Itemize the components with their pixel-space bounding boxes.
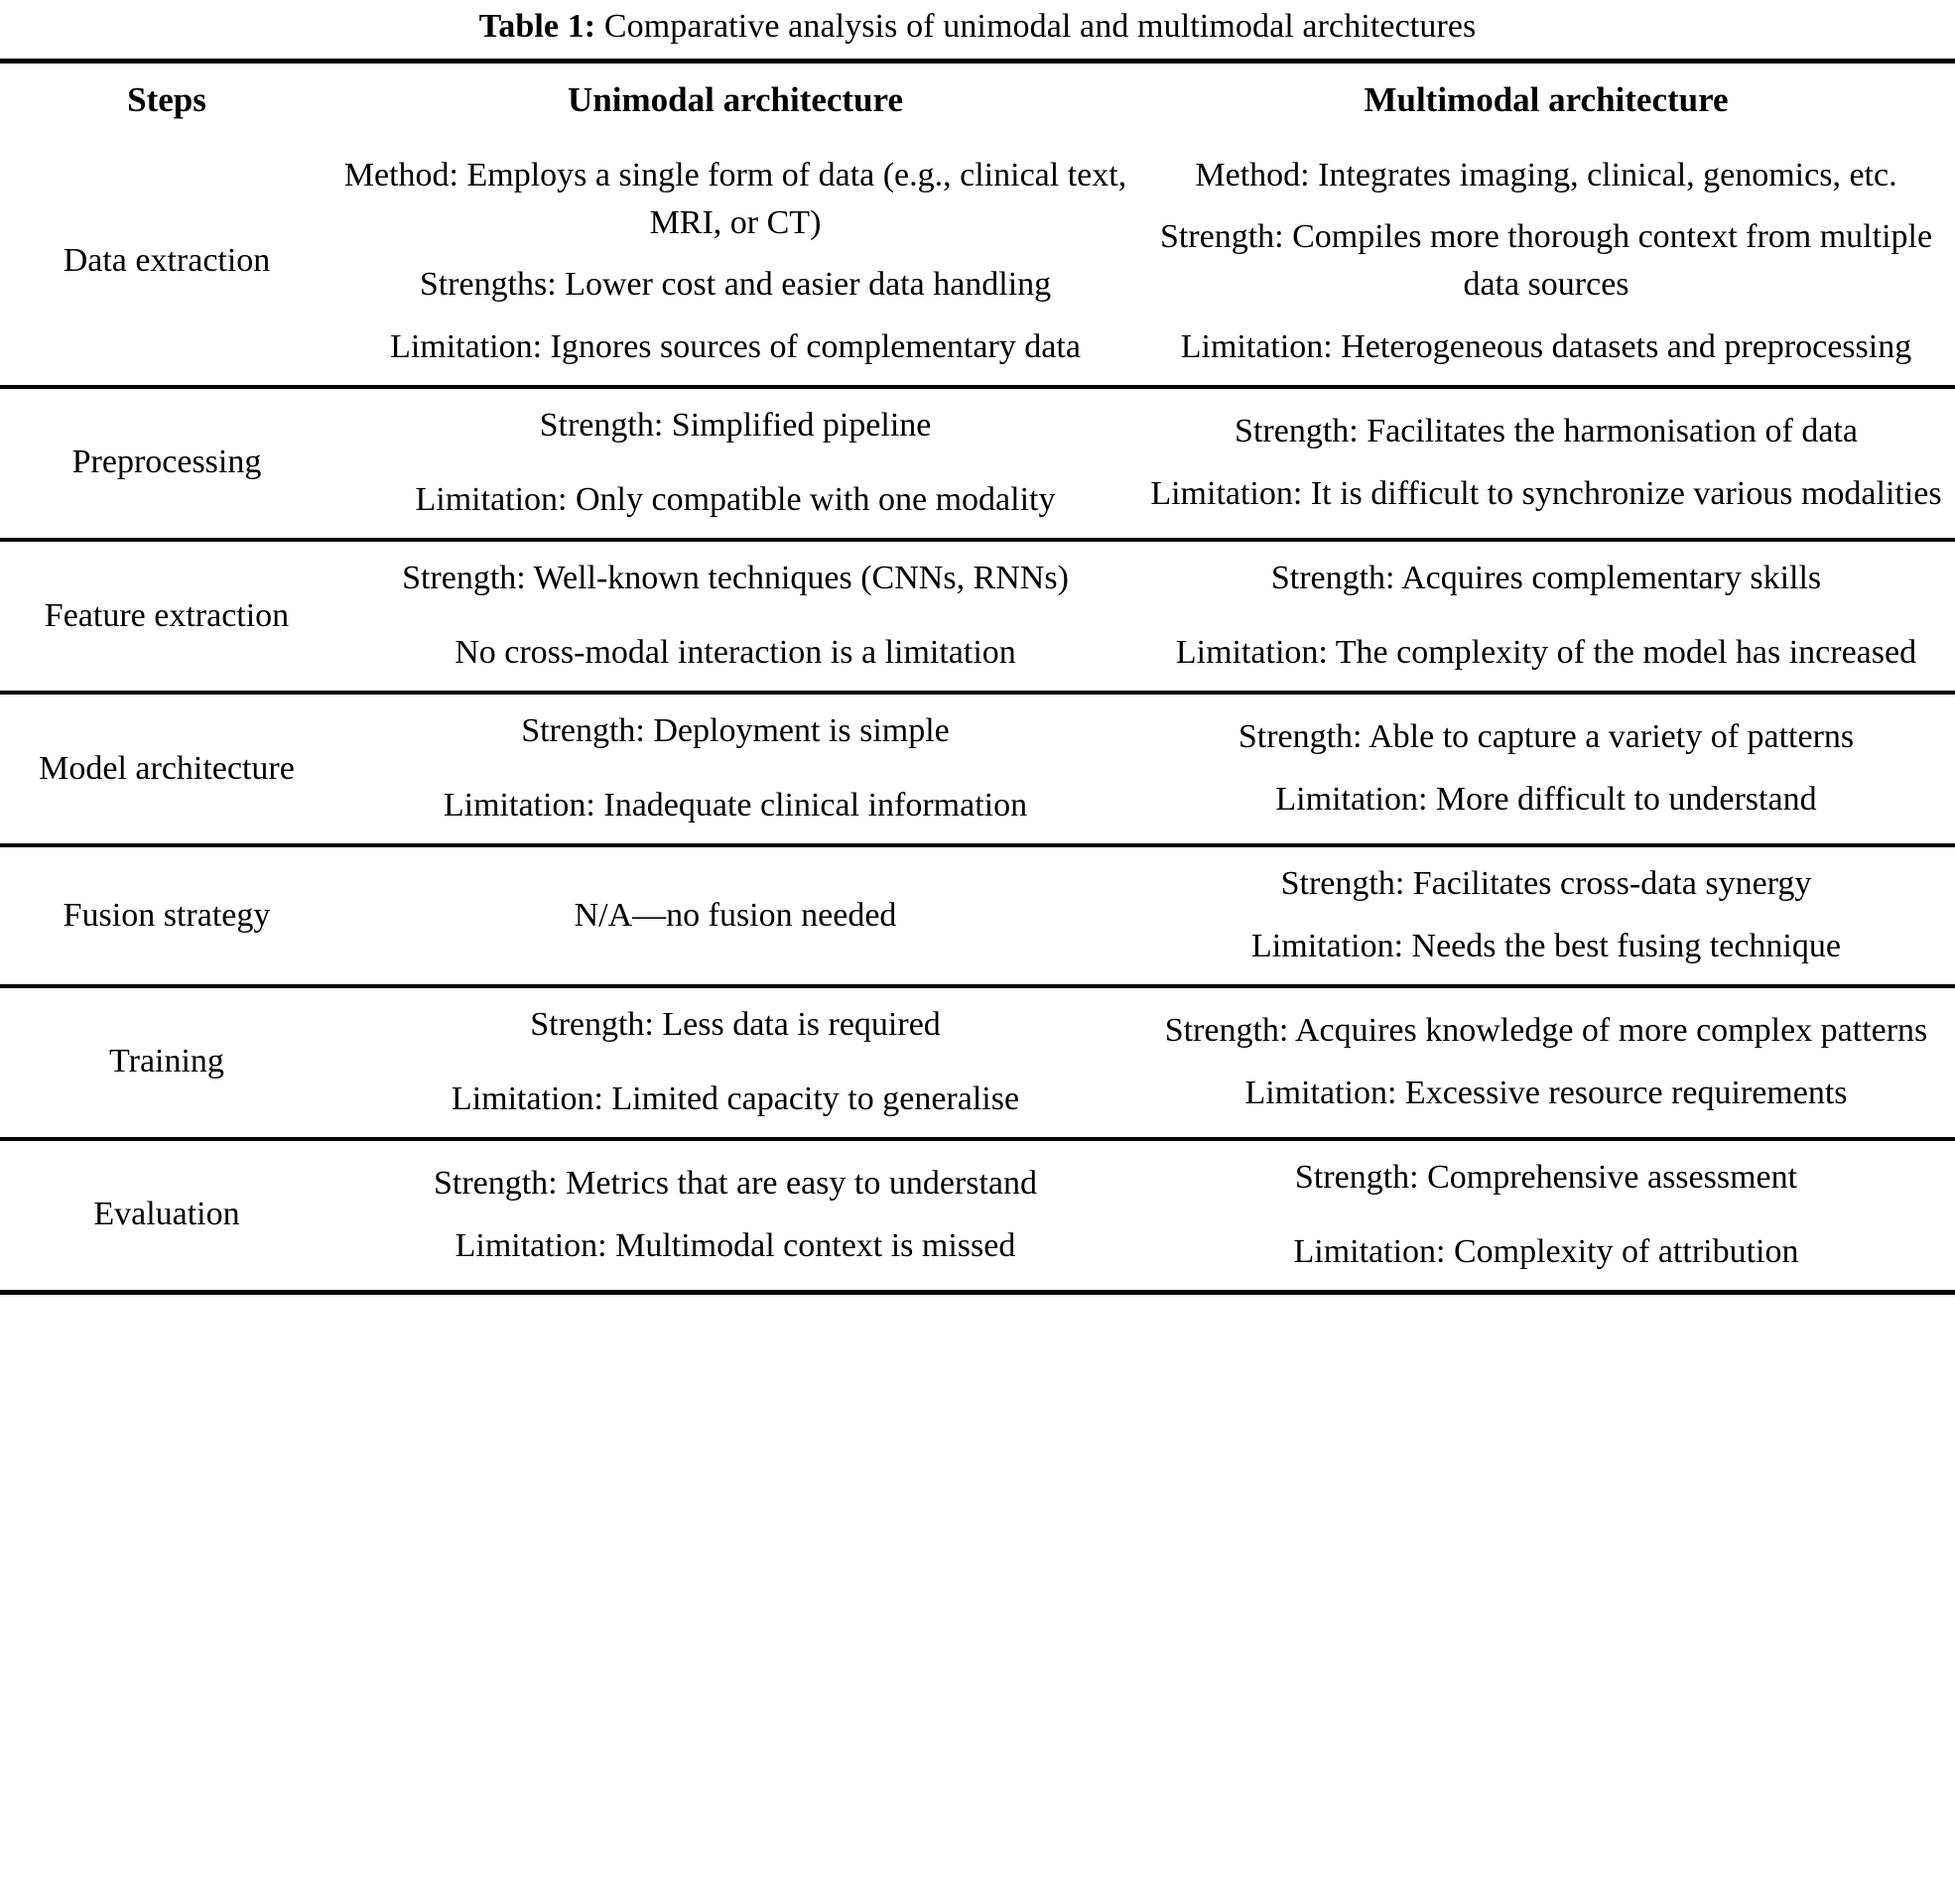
cell-step: Training (0, 986, 333, 1139)
table-row (0, 387, 1955, 540)
cell-paragraph: Limitation: More difficult to understand (1275, 780, 1817, 818)
paragraph-gap (341, 602, 1129, 629)
cell-paragraph: Limitation: Heterogeneous datasets and preprocessing (1180, 327, 1912, 365)
cell-step: Preprocessing (0, 387, 333, 540)
table-row (0, 1139, 1955, 1293)
cell-step: Model architecture (0, 693, 333, 845)
paragraph-gap (341, 755, 1129, 782)
cell-multimodal (1137, 1139, 1955, 1293)
cell-paragraph: Method: Integrates imaging, clinical, genomics, etc. (1195, 156, 1897, 193)
cell-step: Feature extraction (0, 540, 333, 693)
cell-paragraph: Strength: Facilitates the harmonisation of data (1235, 413, 1858, 450)
paragraph-gap (1145, 602, 1947, 629)
cell-paragraph: N/A—no fusion needed (574, 896, 897, 934)
cell-paragraph: Limitation: Multimodal context is missed (455, 1226, 1016, 1264)
cell-unimodal (333, 1139, 1137, 1293)
cell-paragraph: Strength: Acquires complementary skills (1270, 560, 1822, 597)
cell-paragraph: Limitation: The complexity of the model has increased (1175, 633, 1917, 671)
cell-paragraph: Strength: Well-known techniques (CNNs, RNNs) (402, 560, 1069, 597)
paragraph-gap (341, 1049, 1129, 1076)
cell-step: Fusion strategy (0, 845, 333, 986)
cell-paragraph: Limitation: Limited capacity to generalise (451, 1079, 1020, 1117)
cell-paragraph: Limitation: It is difficult to synchronize various modalities (1150, 474, 1942, 512)
cell-unimodal (333, 693, 1137, 845)
header-row (0, 61, 1955, 139)
cell-paragraph: Strength: Able to capture a variety of patterns (1238, 718, 1855, 756)
cell-paragraph: No cross-modal interaction is a limitation (455, 633, 1016, 671)
cell-paragraph: Limitation: Needs the best fusing technique (1251, 927, 1841, 964)
table-row (0, 139, 1955, 388)
cell-paragraph: Limitation: Ignores sources of complementary data (390, 327, 1081, 365)
cell-unimodal (333, 139, 1137, 388)
cell-paragraph: Strength: Simplified pipeline (539, 407, 932, 444)
cell-unimodal (333, 986, 1137, 1139)
cell-multimodal (1137, 387, 1955, 540)
cell-paragraph: Method: Employs a single form of data (e.g., clinical text, MRI, or CT) (343, 156, 1127, 241)
table-row (0, 540, 1955, 693)
table-caption-text: Comparative analysis of unimodal and multimodal architectures (603, 8, 1477, 45)
cell-paragraph: Strength: Metrics that are easy to understand (433, 1165, 1038, 1203)
cell-multimodal (1137, 540, 1955, 693)
cell-paragraph: Strength: Comprehensive assessment (1294, 1159, 1798, 1197)
cell-paragraph: Strengths: Lower cost and easier data handling (419, 266, 1052, 304)
paragraph-gap (1145, 1202, 1947, 1228)
table-row (0, 986, 1955, 1139)
cell-unimodal (333, 540, 1137, 693)
table-caption (0, 0, 1955, 59)
cell-multimodal (1137, 139, 1955, 388)
table-row (0, 693, 1955, 845)
cell-paragraph: Limitation: Complexity of attribution (1293, 1232, 1799, 1270)
cell-paragraph: Strength: Facilitates cross-data synergy (1280, 865, 1812, 903)
cell-paragraph: Strength: Less data is required (530, 1006, 941, 1044)
cell-paragraph: Limitation: Inadequate clinical information (443, 786, 1028, 824)
cell-unimodal (333, 387, 1137, 540)
cell-unimodal (333, 845, 1137, 986)
table-caption-label: Table 1: (478, 8, 596, 45)
table-body (0, 139, 1955, 1293)
cell-multimodal (1137, 986, 1955, 1139)
cell-multimodal (1137, 845, 1955, 986)
cell-paragraph: Strength: Compiles more thorough context from multiple data sources (1159, 218, 1933, 304)
cell-multimodal (1137, 693, 1955, 845)
table-head (0, 61, 1955, 139)
column-header-unimodal: Unimodal architecture (333, 61, 1137, 139)
comparison-table (0, 59, 1955, 1296)
column-header-multimodal: Multimodal architecture (1137, 61, 1955, 139)
paragraph-gap (341, 449, 1129, 476)
cell-paragraph: Limitation: Only compatible with one modality (415, 480, 1056, 518)
cell-paragraph: Strength: Deployment is simple (521, 712, 950, 750)
cell-paragraph: Limitation: Excessive resource requirements (1244, 1074, 1848, 1111)
cell-step: Data extraction (63, 242, 271, 280)
table-row (0, 845, 1955, 986)
cell-step: Evaluation (0, 1139, 333, 1293)
cell-paragraph: Strength: Acquires knowledge of more complex patterns (1164, 1012, 1928, 1050)
column-header-steps: Steps (0, 61, 333, 139)
